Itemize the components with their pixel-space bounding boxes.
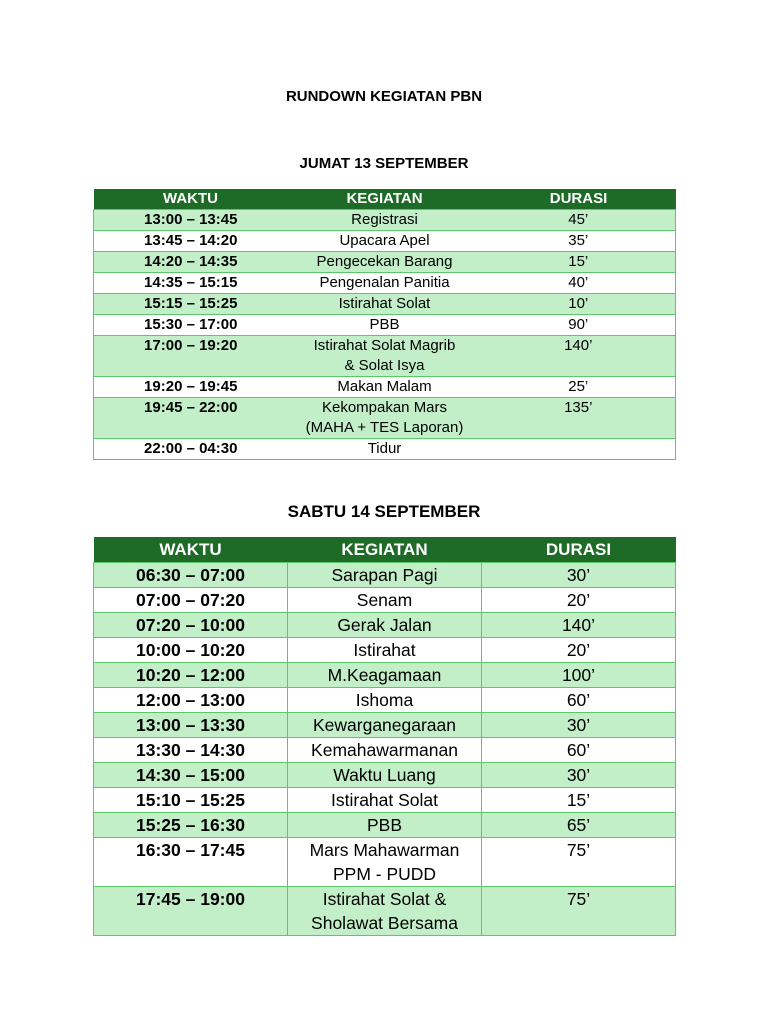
table-row <box>94 688 676 713</box>
time-cell: 13:45 – 14:20 <box>94 231 288 252</box>
day2-title: SABTU 14 SEPTEMBER <box>287 502 481 521</box>
duration-cell: 30’ <box>482 563 676 588</box>
table-header-row <box>94 537 676 563</box>
table-row <box>94 588 676 613</box>
duration-cell: 30’ <box>482 713 676 738</box>
activity-cell: Senam <box>288 588 482 613</box>
table-row <box>94 663 676 688</box>
activity-cell: Waktu Luang <box>288 763 482 788</box>
duration-cell: 10’ <box>482 294 676 315</box>
header-kegiatan: KEGIATAN <box>288 537 482 563</box>
schedule-table-day1 <box>93 189 676 460</box>
duration-cell: 75’ <box>482 838 676 887</box>
duration-cell: 75’ <box>482 887 676 936</box>
table-row <box>94 336 676 377</box>
activity-cell: Istirahat Solat Magrib & Solat Isya <box>288 336 482 377</box>
table-row <box>94 838 676 887</box>
table-row <box>94 613 676 638</box>
table-row <box>94 813 676 838</box>
activity-cell: Kekompakan Mars (MAHA + TES Laporan) <box>288 398 482 439</box>
duration-cell: 35’ <box>482 231 676 252</box>
duration-cell: 60’ <box>482 738 676 763</box>
document-title: RUNDOWN KEGIATAN PBN <box>285 88 483 105</box>
table-row <box>94 252 676 273</box>
day1-title: JUMAT 13 SEPTEMBER <box>299 155 469 172</box>
duration-cell: 65’ <box>482 813 676 838</box>
header-waktu: WAKTU <box>94 189 288 210</box>
time-cell: 10:00 – 10:20 <box>94 638 288 663</box>
duration-cell: 20’ <box>482 638 676 663</box>
duration-cell: 140’ <box>482 613 676 638</box>
time-cell: 12:00 – 13:00 <box>94 688 288 713</box>
time-cell: 17:00 – 19:20 <box>94 336 288 377</box>
table-row <box>94 563 676 588</box>
time-cell: 15:10 – 15:25 <box>94 788 288 813</box>
table-row <box>94 398 676 439</box>
time-cell: 14:30 – 15:00 <box>94 763 288 788</box>
activity-cell: Upacara Apel <box>288 231 482 252</box>
activity-cell: Pengenalan Panitia <box>288 273 482 294</box>
table-row <box>94 439 676 460</box>
duration-cell: 135’ <box>482 398 676 439</box>
duration-cell: 140’ <box>482 336 676 377</box>
table-row <box>94 315 676 336</box>
activity-cell: Istirahat Solat <box>288 294 482 315</box>
duration-cell: 45’ <box>482 210 676 231</box>
activity-cell: Sarapan Pagi <box>288 563 482 588</box>
activity-cell: Istirahat Solat <box>288 788 482 813</box>
duration-cell: 100’ <box>482 663 676 688</box>
table-row <box>94 713 676 738</box>
time-cell: 06:30 – 07:00 <box>94 563 288 588</box>
activity-cell: PBB <box>288 315 482 336</box>
time-cell: 17:45 – 19:00 <box>94 887 288 936</box>
table-row <box>94 763 676 788</box>
time-cell: 07:00 – 07:20 <box>94 588 288 613</box>
activity-cell: Tidur <box>288 439 482 460</box>
time-cell: 07:20 – 10:00 <box>94 613 288 638</box>
duration-cell: 20’ <box>482 588 676 613</box>
header-durasi: DURASI <box>482 189 676 210</box>
time-cell: 15:30 – 17:00 <box>94 315 288 336</box>
activity-cell: Pengecekan Barang <box>288 252 482 273</box>
activity-cell: Gerak Jalan <box>288 613 482 638</box>
time-cell: 22:00 – 04:30 <box>94 439 288 460</box>
table-row <box>94 788 676 813</box>
activity-cell: Makan Malam <box>288 377 482 398</box>
activity-cell: Kemahawarmanan <box>288 738 482 763</box>
activity-cell: Mars Mahawarman PPM - PUDD <box>288 838 482 887</box>
duration-cell: 40’ <box>482 273 676 294</box>
activity-cell: Kewarganegaraan <box>288 713 482 738</box>
table-row <box>94 231 676 252</box>
duration-cell: 15’ <box>482 788 676 813</box>
time-cell: 14:20 – 14:35 <box>94 252 288 273</box>
time-cell: 14:35 – 15:15 <box>94 273 288 294</box>
schedule-table-day2 <box>93 537 676 936</box>
header-durasi: DURASI <box>482 537 676 563</box>
time-cell: 13:00 – 13:30 <box>94 713 288 738</box>
time-cell: 13:30 – 14:30 <box>94 738 288 763</box>
time-cell: 15:25 – 16:30 <box>94 813 288 838</box>
activity-cell: Istirahat Solat & Sholawat Bersama <box>288 887 482 936</box>
activity-cell: Istirahat <box>288 638 482 663</box>
header-waktu: WAKTU <box>94 537 288 563</box>
table-row <box>94 738 676 763</box>
time-cell: 10:20 – 12:00 <box>94 663 288 688</box>
table-header-row <box>94 189 676 210</box>
activity-cell: M.Keagamaan <box>288 663 482 688</box>
duration-cell: 90’ <box>482 315 676 336</box>
table-row <box>94 887 676 936</box>
table-row <box>94 377 676 398</box>
activity-cell: Ishoma <box>288 688 482 713</box>
activity-cell: Registrasi <box>288 210 482 231</box>
table-row <box>94 210 676 231</box>
table-row <box>94 638 676 663</box>
table-row <box>94 294 676 315</box>
time-cell: 19:45 – 22:00 <box>94 398 288 439</box>
duration-cell: 25’ <box>482 377 676 398</box>
duration-cell: 60’ <box>482 688 676 713</box>
time-cell: 15:15 – 15:25 <box>94 294 288 315</box>
duration-cell: 30’ <box>482 763 676 788</box>
header-kegiatan: KEGIATAN <box>288 189 482 210</box>
duration-cell: 15’ <box>482 252 676 273</box>
time-cell: 19:20 – 19:45 <box>94 377 288 398</box>
time-cell: 13:00 – 13:45 <box>94 210 288 231</box>
activity-cell: PBB <box>288 813 482 838</box>
table-row <box>94 273 676 294</box>
duration-cell <box>482 439 676 460</box>
time-cell: 16:30 – 17:45 <box>94 838 288 887</box>
